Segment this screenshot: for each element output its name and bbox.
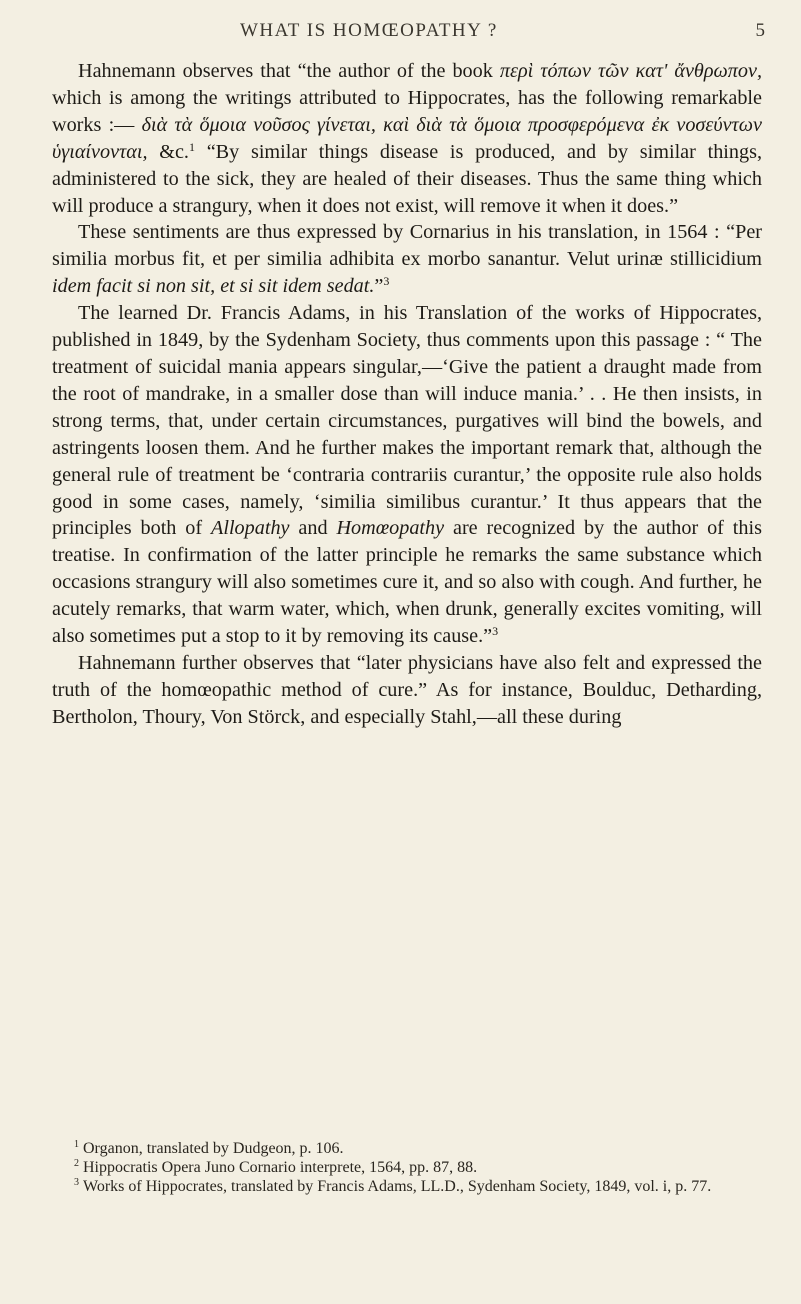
running-head — [0, 20, 801, 50]
footnote-2 — [52, 1158, 762, 1177]
text-run: These sentiments are thus expressed by Cornarius in his translation, in 1564 : “Per similia morbus fit, et per similia adhibita ex morbo sanantur. Velut urinæ stillicidium — [52, 221, 762, 271]
running-title: WHAT IS HOMŒOPATHY ? — [240, 20, 498, 41]
text-run: are recognized by the author of this treatise. In confirmation of the latter principle he remarks the same substance which occasions strangury will also sometimes cure it, and so also with cough. And further, he acutely remarks, that warm water, which, when drunk, generally excites vomiting, will also sometimes put a stop to it by removing its cause.” — [52, 517, 762, 648]
text-run: and — [289, 517, 337, 540]
body-text — [52, 58, 762, 731]
text-run: Hahnemann observes that “the author of the book — [78, 60, 500, 82]
text-run: ” — [374, 275, 384, 298]
footnote-1 — [52, 1139, 762, 1158]
paragraph-2 — [52, 219, 762, 300]
footnote-ref: 1 — [188, 139, 195, 154]
greek-quotation: διὰ τὰ ὅμοια νοῦσος γίνεται, καὶ διὰ τὰ ὅμοια προσφερόμενα ἐκ νοσεύντων ὑγιαίνονται, — [52, 113, 762, 163]
footnote-ref: 3 — [492, 624, 499, 639]
text-run: “By similar things disease is produced, and by similar things, administered to the sick, they are healed of their diseases. Thus the same thing which will produce a strangury, when it does not exist, will remove it when it does.” — [52, 140, 762, 217]
latin-emphasis: idem facit si non sit, et si sit idem sedat. — [52, 275, 375, 298]
footnote-3 — [52, 1177, 762, 1196]
homoeopathy-term: Homœopathy — [336, 517, 445, 540]
footnotes — [52, 1139, 762, 1196]
text-run: &c. — [147, 140, 189, 163]
page-number: 5 — [755, 20, 765, 41]
paragraph-1 — [52, 58, 762, 219]
allopathy-term: Allopathy — [211, 517, 290, 540]
footnote-mark: 1 — [74, 1139, 79, 1150]
footnote-mark: 3 — [74, 1177, 79, 1188]
text-run: The learned Dr. Francis Adams, in his Translation of the works of Hippocrates, published in 1849, by the Sydenham Society, thus comments upon this passage : “ The treatment of suicidal mania appears singular,—‘Give the patient a draught made from the root of mandrake, in a smaller dose than will induce mania.’ . . He then insists, in strong terms, that, under certain circumstances, purgatives will bind the bowels, and astringents loosen them. And he further makes the important remark that, although the general rule of treatment be ‘contraria contrariis curantur,’ the opposite rule also holds good in some cases, namely, ‘similia similibus curantur.’ It thus appears that the principles both of — [52, 302, 762, 540]
footnote-text: Organon, translated by Dudgeon, p. 106. — [83, 1140, 344, 1157]
footnote-text: Hippocratis Opera Juno Cornario interprete, 1564, pp. 87, 88. — [83, 1159, 478, 1176]
greek-title: περὶ τόπων τῶν κατ' ἄνθρωπον, — [499, 60, 762, 82]
footnote-text: Works of Hippocrates, translated by Francis Adams, LL.D., Sydenham Society, 1849, vol. i, p. 77. — [83, 1178, 712, 1195]
footnote-mark: 2 — [74, 1158, 79, 1169]
text-run: Hahnemann further observes that “later physicians have also felt and expressed the truth of the homœopathic method of cure.” As for instance, Boulduc, Detharding, Bertholon, Thoury, Von Störck, and especially Stahl,—all these during — [52, 651, 762, 728]
text-run: which is among the writings attributed to Hippocrates, has the following remarkable works :— — [52, 86, 762, 136]
paragraph-4 — [52, 650, 762, 731]
footnote-ref: 3 — [383, 274, 390, 289]
paragraph-3 — [52, 300, 762, 650]
